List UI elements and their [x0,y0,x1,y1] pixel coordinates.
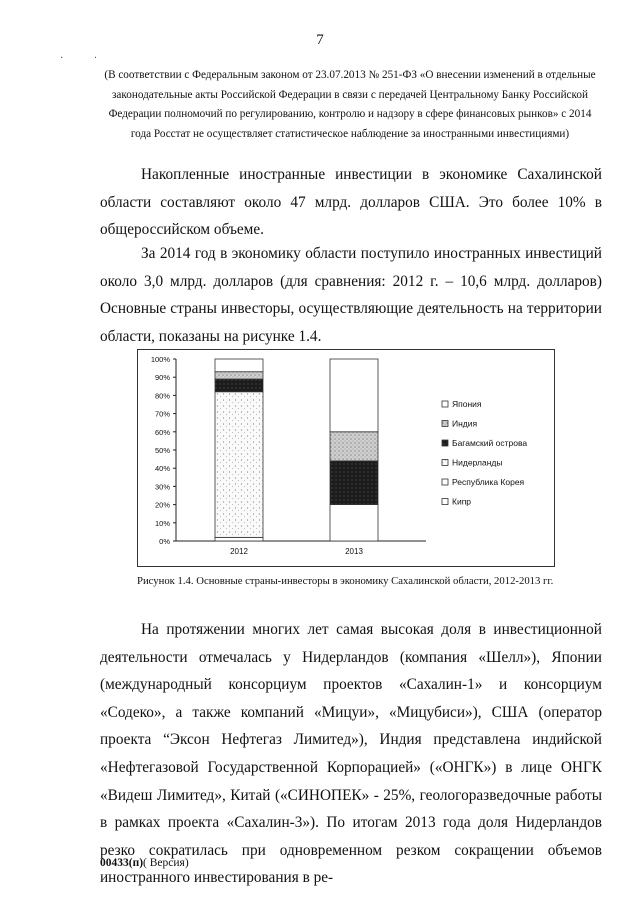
document-code: 00433(п) [100,857,144,869]
bar-segment [330,359,378,432]
y-tick-label: 90% [154,373,170,383]
statistical-note: (В соответствии с Федеральным законом от 23.07.2013 № 251-ФЗ «О внесении изменений в отдельные законодательные акты Российской Федерации в связи с передачей Центральному Банку Российской Федерации полномочий по регулированию, контролю и надзору в сфере финансовых рынков» с 2014 года Росстат не осуществляет статистическое наблюдение за иностранными инвестициями) [104,69,596,140]
legend-swatch [442,499,448,505]
legend-label: Нидерланды [452,457,503,468]
y-tick-label: 20% [154,500,170,510]
legend-label: Кипр [452,496,472,507]
legend-swatch [442,401,448,407]
y-tick-label: 70% [154,409,170,419]
bar-segment [215,379,263,392]
stacked-bar-chart [138,350,554,566]
y-tick-label: 40% [154,464,170,474]
legend-swatch [442,479,448,485]
y-tick-label: 80% [154,391,170,401]
y-tick-label: 60% [154,427,170,437]
legend-label: Япония [452,399,482,409]
scan-marks: · · [60,53,112,64]
legend-swatch [442,421,448,427]
page-number: 7 [316,32,324,48]
legend-swatch [442,460,448,466]
legend-swatch [442,440,448,446]
bar-segment [215,359,263,372]
y-tick-label: 50% [154,446,170,455]
investor-countries-chart [137,349,555,567]
y-tick-label: 0% [159,537,170,546]
figure-caption: Рисунок 1.4. Основные страны-инвесторы в экономику Сахалинской области, 2012-2013 гг. [137,575,554,587]
legend-label: Багамский острова [452,438,528,448]
x-tick-label: 2012 [230,547,248,556]
bar-segment [215,537,263,541]
bar-segment [215,392,263,538]
y-tick-label: 100% [150,355,170,364]
x-tick-label: 2013 [345,547,363,556]
document-version: ( Версия) [143,857,189,869]
bar-segment [330,505,378,541]
document-footer [100,857,189,869]
bar-segment [330,461,378,505]
paragraph-investment-2014: За 2014 год в экономику области поступило иностранных инвестиций около 3,0 млрд. долларов (для сравнения: 2012 г. – 10,6 млрд. долларов) Основные страны инвесторы, осуществляющие деятельность на территории области, показаны на рисунке 1.4. [100,245,602,345]
paragraph-main-investors: На протяжении многих лет самая высокая доля в инвестиционной деятельности отмечалась у Нидерландов (компания «Шелл»), Японии (международный консорциум проектов «Сахалин-1» и консорциум «Содеко», а также компаний «Мицуи», «Мицубиси»), США (оператор проекта “Эксон Нефтегаз Лимитед»), Индия представлена индийской «Нефтегазовой Государственной Корпорацией» («ОНГК») в лице ОНГК «Видеш Лимитед», Китай («СИНОПЕК» - 25%, геологоразведочные работы в рамках проекта «Сахалин-3»). По итогам 2013 года доля Нидерландов резко сократилась при одновременном резком сокращении объемов иностранного инвестирования в ре- [100,621,602,887]
legend-label: Индия [452,418,478,429]
y-tick-label: 10% [154,518,170,528]
y-tick-label: 30% [154,482,170,492]
paragraph-accumulated-investment: Накопленные иностранные инвестиции в экономике Сахалинской области составляют около 47 млрд. долларов США. Это более 10% в общероссийском объеме. [100,166,602,239]
legend-label: Республика Корея [452,477,525,487]
bar-segment [215,372,263,379]
bar-segment [330,432,378,461]
